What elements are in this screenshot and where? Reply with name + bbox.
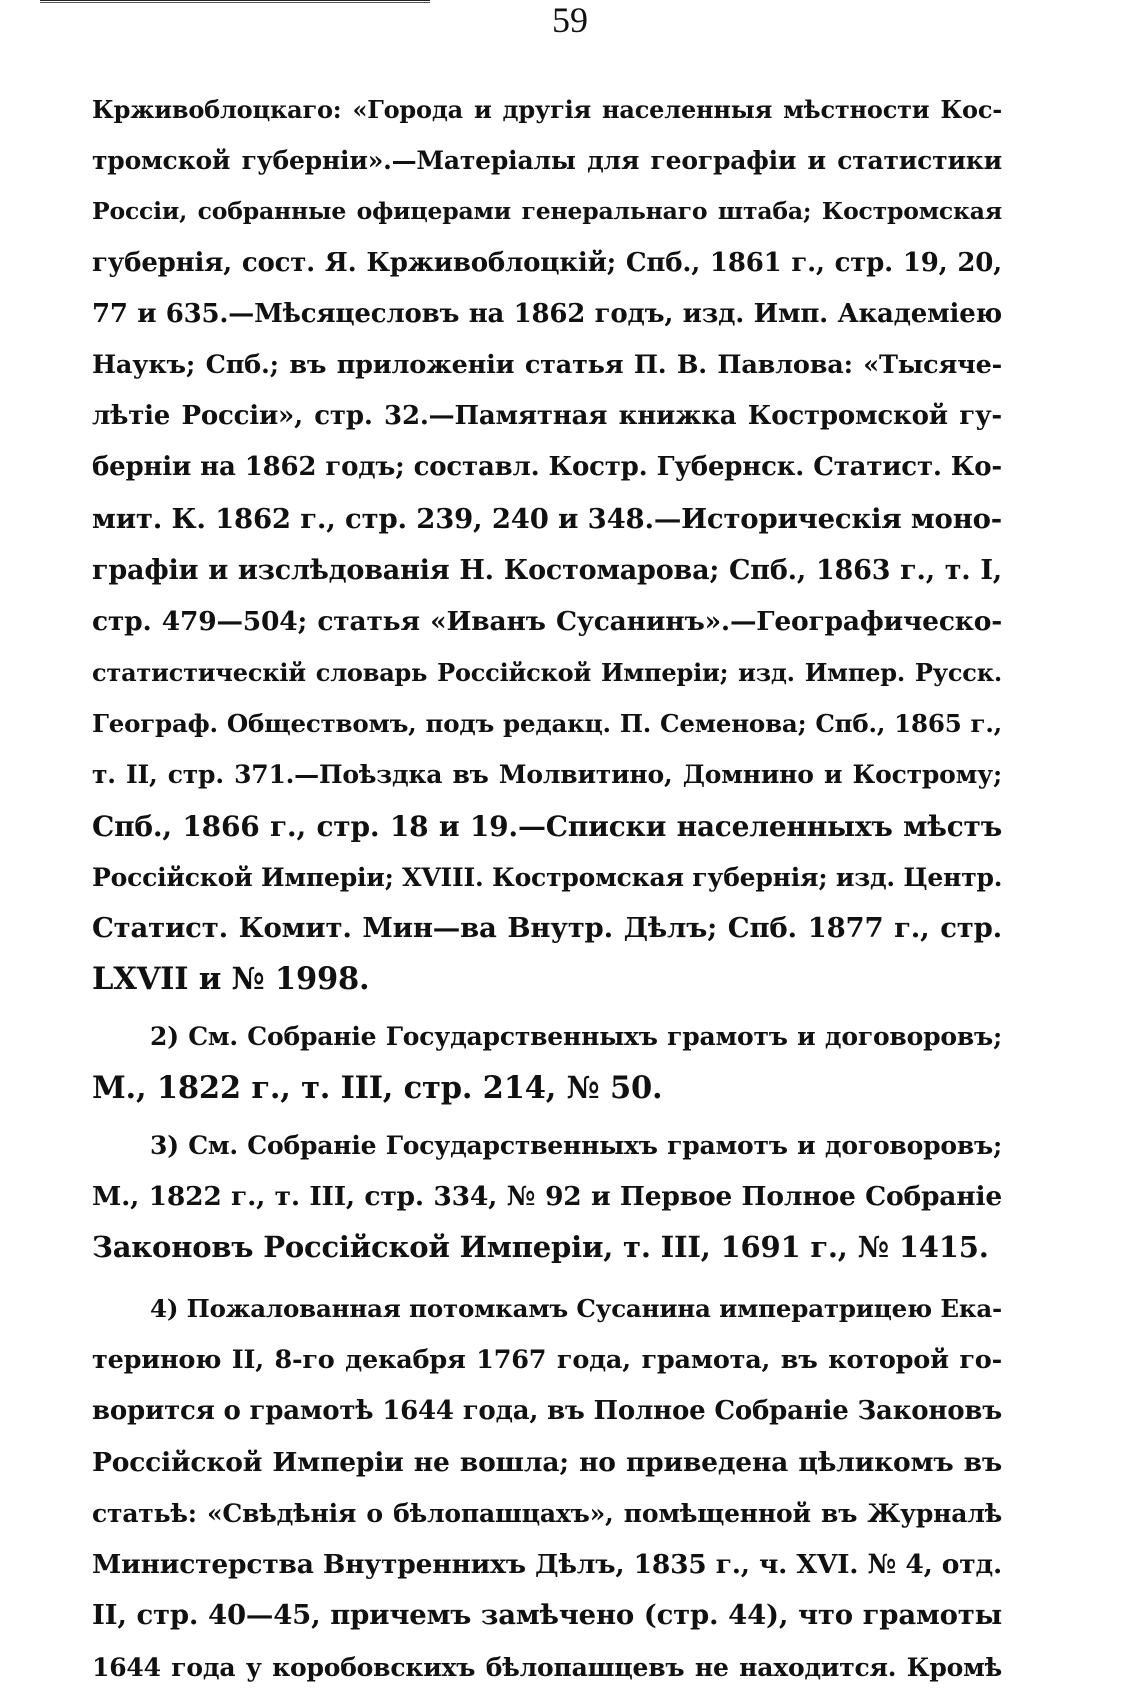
text-line: 4) Пожалованная потомкамъ Сусанина императрицею Ека- [150,1294,1002,1324]
text-line: Спб., 1866 г., стр. 18 и 19.—Списки населенныхъ мѣстъ [92,809,1002,843]
text-line: статистическій словарь Россійской Имперіи; изд. Импер. Русск. [92,658,1002,688]
footnote-2 [92,1011,1002,1113]
text-line: Россійской Имперіи; XVIII. Костромская губернія; изд. Центр. [92,862,1002,892]
page-number: 59 [552,0,588,40]
text-line: статьѣ: «Свѣдѣнія о бѣлопашцахъ», помѣщенной въ Журналѣ [92,1499,1002,1529]
text-line: Министерства Внутреннихъ Дѣлъ, 1835 г., ч. XVI. № 4, отд. [92,1549,1002,1581]
text-line: 2) См. Собраніе Государственныхъ грамотъ и договоровъ; [150,1022,1002,1052]
text-line: 3) См. Собраніе Государственныхъ грамотъ и договоровъ; [150,1130,1002,1160]
text-line: тромской губерніи».—Матеріалы для географіи и статистики [92,146,1002,176]
text-line: мит. К. 1862 г., стр. 239, 240 и 348.—Историческія моно- [92,502,1002,535]
footnote-4 [92,1283,1002,1693]
text-line: 1644 года у коробовскихъ бѣлопашцевъ не находится. Кромѣ [92,1652,1002,1682]
text-line: Россіи, собранные офицерами генеральнаго штаба; Костромская [92,197,1002,226]
text-line: т. II, стр. 371.—Поѣздка въ Молвитино, Домнино и Кострому; [92,760,1002,790]
text-line: Россійской Имперіи не вошла; но приведена цѣликомъ въ [92,1446,1002,1478]
text-line: Статист. Комит. Мин—ва Внутр. Дѣлъ; Спб. 1877 г., стр. [92,912,1002,944]
text-line: Крживоблоцкаго: «Города и другія населенныя мѣстности Кос- [92,95,1002,124]
text-line: стр. 479—504; статья «Иванъ Сусанинъ».—Географическо- [92,605,1002,637]
text-line: 77 и 635.—Мѣсяцесловъ на 1862 годъ, изд. Имп. Академіею [92,298,1002,329]
text-line: II, стр. 40—45, причемъ замѣчено (стр. 44), что грамоты [92,1599,1002,1632]
text-line: териною II, 8-го декабря 1767 года, грамота, въ которой го- [92,1344,1002,1375]
text-line: LXVII и № 1998. [92,961,370,998]
text-line: М., 1822 г., т. III, стр. 334, № 92 и Первое Полное Собраніе [92,1180,1002,1212]
text-line: графіи и изслѣдованія Н. Костомарова; Спб., 1863 г., т. I, [92,554,1002,586]
text-line: Географ. Обществомъ, подъ редакц. П. Семенова; Спб., 1865 г., [92,709,1002,739]
text-line: губернія, сост. Я. Крживоблоцкій; Спб., 1861 г., стр. 19, 20, [92,247,1002,278]
text-line: Наукъ; Спб.; въ приложеніи статья П. В. Павлова: «Тысяче- [92,349,1002,380]
text-line: Законовъ Россійской Имперіи, т. III, 1691 г., № 1415. [92,1230,989,1265]
text-line: М., 1822 г., т. III, стр. 214, № 50. [92,1069,663,1106]
text-line: берніи на 1862 годъ; составл. Костр. Губернск. Статист. Ко- [92,452,1002,483]
footnote-3 [92,1120,1002,1274]
text-line: лѣтіе Россіи», стр. 32.—Памятная книжка Костромской гу- [92,401,1002,432]
footnotes-body [92,84,1002,1693]
paragraph-1 [92,84,1002,1005]
text-line: ворится о грамотѣ 1644 года, въ Полное Собраніе Законовъ [92,1395,1002,1426]
